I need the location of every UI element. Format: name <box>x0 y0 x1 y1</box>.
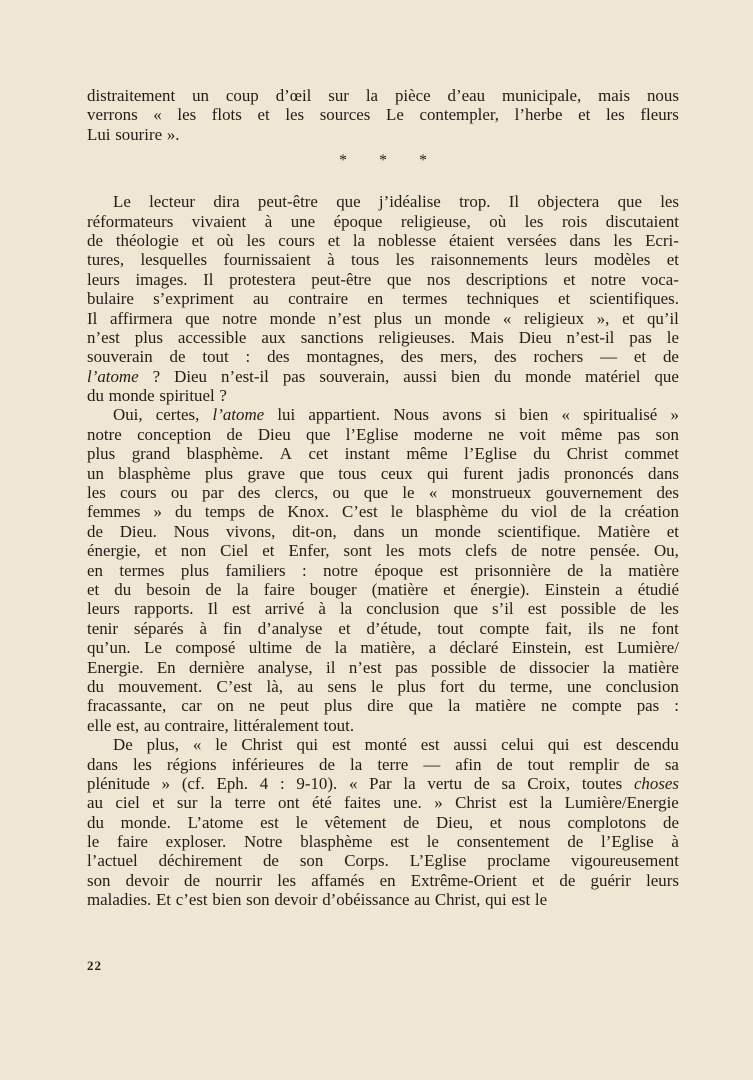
text-line: tenir séparés à fin d’analyse et d’étude, tout compte fait, ils ne font <box>87 618 679 638</box>
text-line: l’actuel déchirement de son Corps. L’Eglise proclame vigoureusement <box>87 851 679 871</box>
text-line: bulaire s’expriment au contraire en termes techniques et scientifiques. <box>87 289 679 309</box>
text-line: et du besoin de la faire bouger (matière et énergie). Einstein a étudié <box>87 579 679 599</box>
text-line: un blasphème plus grave que tous ceux qui furent jadis prononcés dans <box>87 463 679 483</box>
text-line: femmes » du temps de Knox. C’est le blasphème du viol de la création <box>87 502 679 522</box>
text-line: du mouvement. C’est là, au sens le plus fort du terme, une conclusion <box>87 676 679 696</box>
text-line: Il affirmera que notre monde n’est plus un monde « religieux », et qu’il <box>87 308 679 328</box>
text-line: son devoir de nourrir les affamés en Extrême-Orient et de guérir leurs <box>87 870 679 890</box>
text-line: l’atome ? Dieu n’est-il pas souverain, aussi bien du monde matériel que <box>87 366 679 386</box>
text-line: De plus, « le Christ qui est monté est aussi celui qui est descendu <box>113 735 679 755</box>
text-line: elle est, au contraire, littéralement tout. <box>87 715 355 735</box>
text-line: notre conception de Dieu que l’Eglise moderne ne voit même pas son <box>87 424 679 444</box>
paragraph <box>87 735 679 910</box>
text-line: fracassante, car on ne peut plus dire que la matière ne compte pas : <box>87 696 679 716</box>
text-line: au ciel et sur la terre ont été faites une. » Christ est la Lumière/Energie <box>87 793 679 813</box>
text-line: en termes plus familiers : notre époque est prisonnière de la matière <box>87 560 679 580</box>
text-line: plus grand blasphème. A cet instant même l’Eglise du Christ commet <box>87 444 679 464</box>
text-line: du monde. L’atome est le vêtement de Dieu, et nous complotons de <box>87 812 679 832</box>
text-line: réformateurs vivaient à une époque religieuse, où les rois discutaient <box>87 211 679 231</box>
text-line: dans les régions inférieures de la terre — afin de tout remplir de sa <box>87 754 679 774</box>
paragraph <box>87 192 679 405</box>
paragraph <box>87 405 679 735</box>
page-number: 22 <box>87 958 102 973</box>
text-line: distraitement un coup d’œil sur la pièce d’eau municipale, mais nous <box>87 86 679 105</box>
text-line: verrons « les flots et les sources Le contempler, l’herbe et les fleurs <box>87 105 679 125</box>
text-line: plénitude » (cf. Eph. 4 : 9-10). « Par la vertu de sa Croix, toutes choses <box>87 773 679 793</box>
text-line: le faire exploser. Notre blasphème est le consentement de l’Eglise à <box>87 832 679 852</box>
text-line: de théologie et où les cours et la noblesse étaient versées dans les Ecri- <box>87 230 679 250</box>
section-separator: * * * <box>339 152 441 170</box>
text-line: Energie. En dernière analyse, il n’est pas possible de dissocier la matière <box>87 657 679 677</box>
text-line: Le lecteur dira peut-être que j’idéalise trop. Il objectera que les <box>113 192 679 212</box>
text-line: souverain de tout : des montagnes, des mers, des rochers — et de <box>87 347 679 367</box>
text-line: maladies. Et c’est bien son devoir d’obéissance au Christ, qui est le <box>87 890 548 910</box>
text-line: leurs rapports. Il est arrivé à la conclusion que s’il est possible de les <box>87 599 679 619</box>
text-line: de Dieu. Nous vivons, dit-on, dans un monde scientifique. Matière et <box>87 521 679 541</box>
text-line: Oui, certes, l’atome lui appartient. Nous avons si bien « spiritualisé » <box>113 405 679 425</box>
text-line: du monde spirituel ? <box>87 386 227 406</box>
page-body <box>87 86 679 910</box>
text-line: Lui sourire ». <box>87 124 180 144</box>
text-line: n’est plus accessible aux sanctions religieuses. Mais Dieu n’est-il pas le <box>87 327 679 347</box>
text-line: qu’un. Le composé ultime de la matière, a déclaré Einstein, est Lumière/ <box>87 638 679 658</box>
text-line: tures, lesquelles fournissaient à tous les raisonnements leurs modèles et <box>87 250 679 270</box>
text-line: les cours ou par des clercs, ou que le « monstrueux gouvernement des <box>87 483 679 503</box>
text-line: leurs images. Il protestera peut-être que nos descriptions et notre voca- <box>87 269 679 289</box>
paragraph <box>87 86 679 144</box>
text-line: énergie, et non Ciel et Enfer, sont les mots clefs de notre pensée. Ou, <box>87 541 679 561</box>
